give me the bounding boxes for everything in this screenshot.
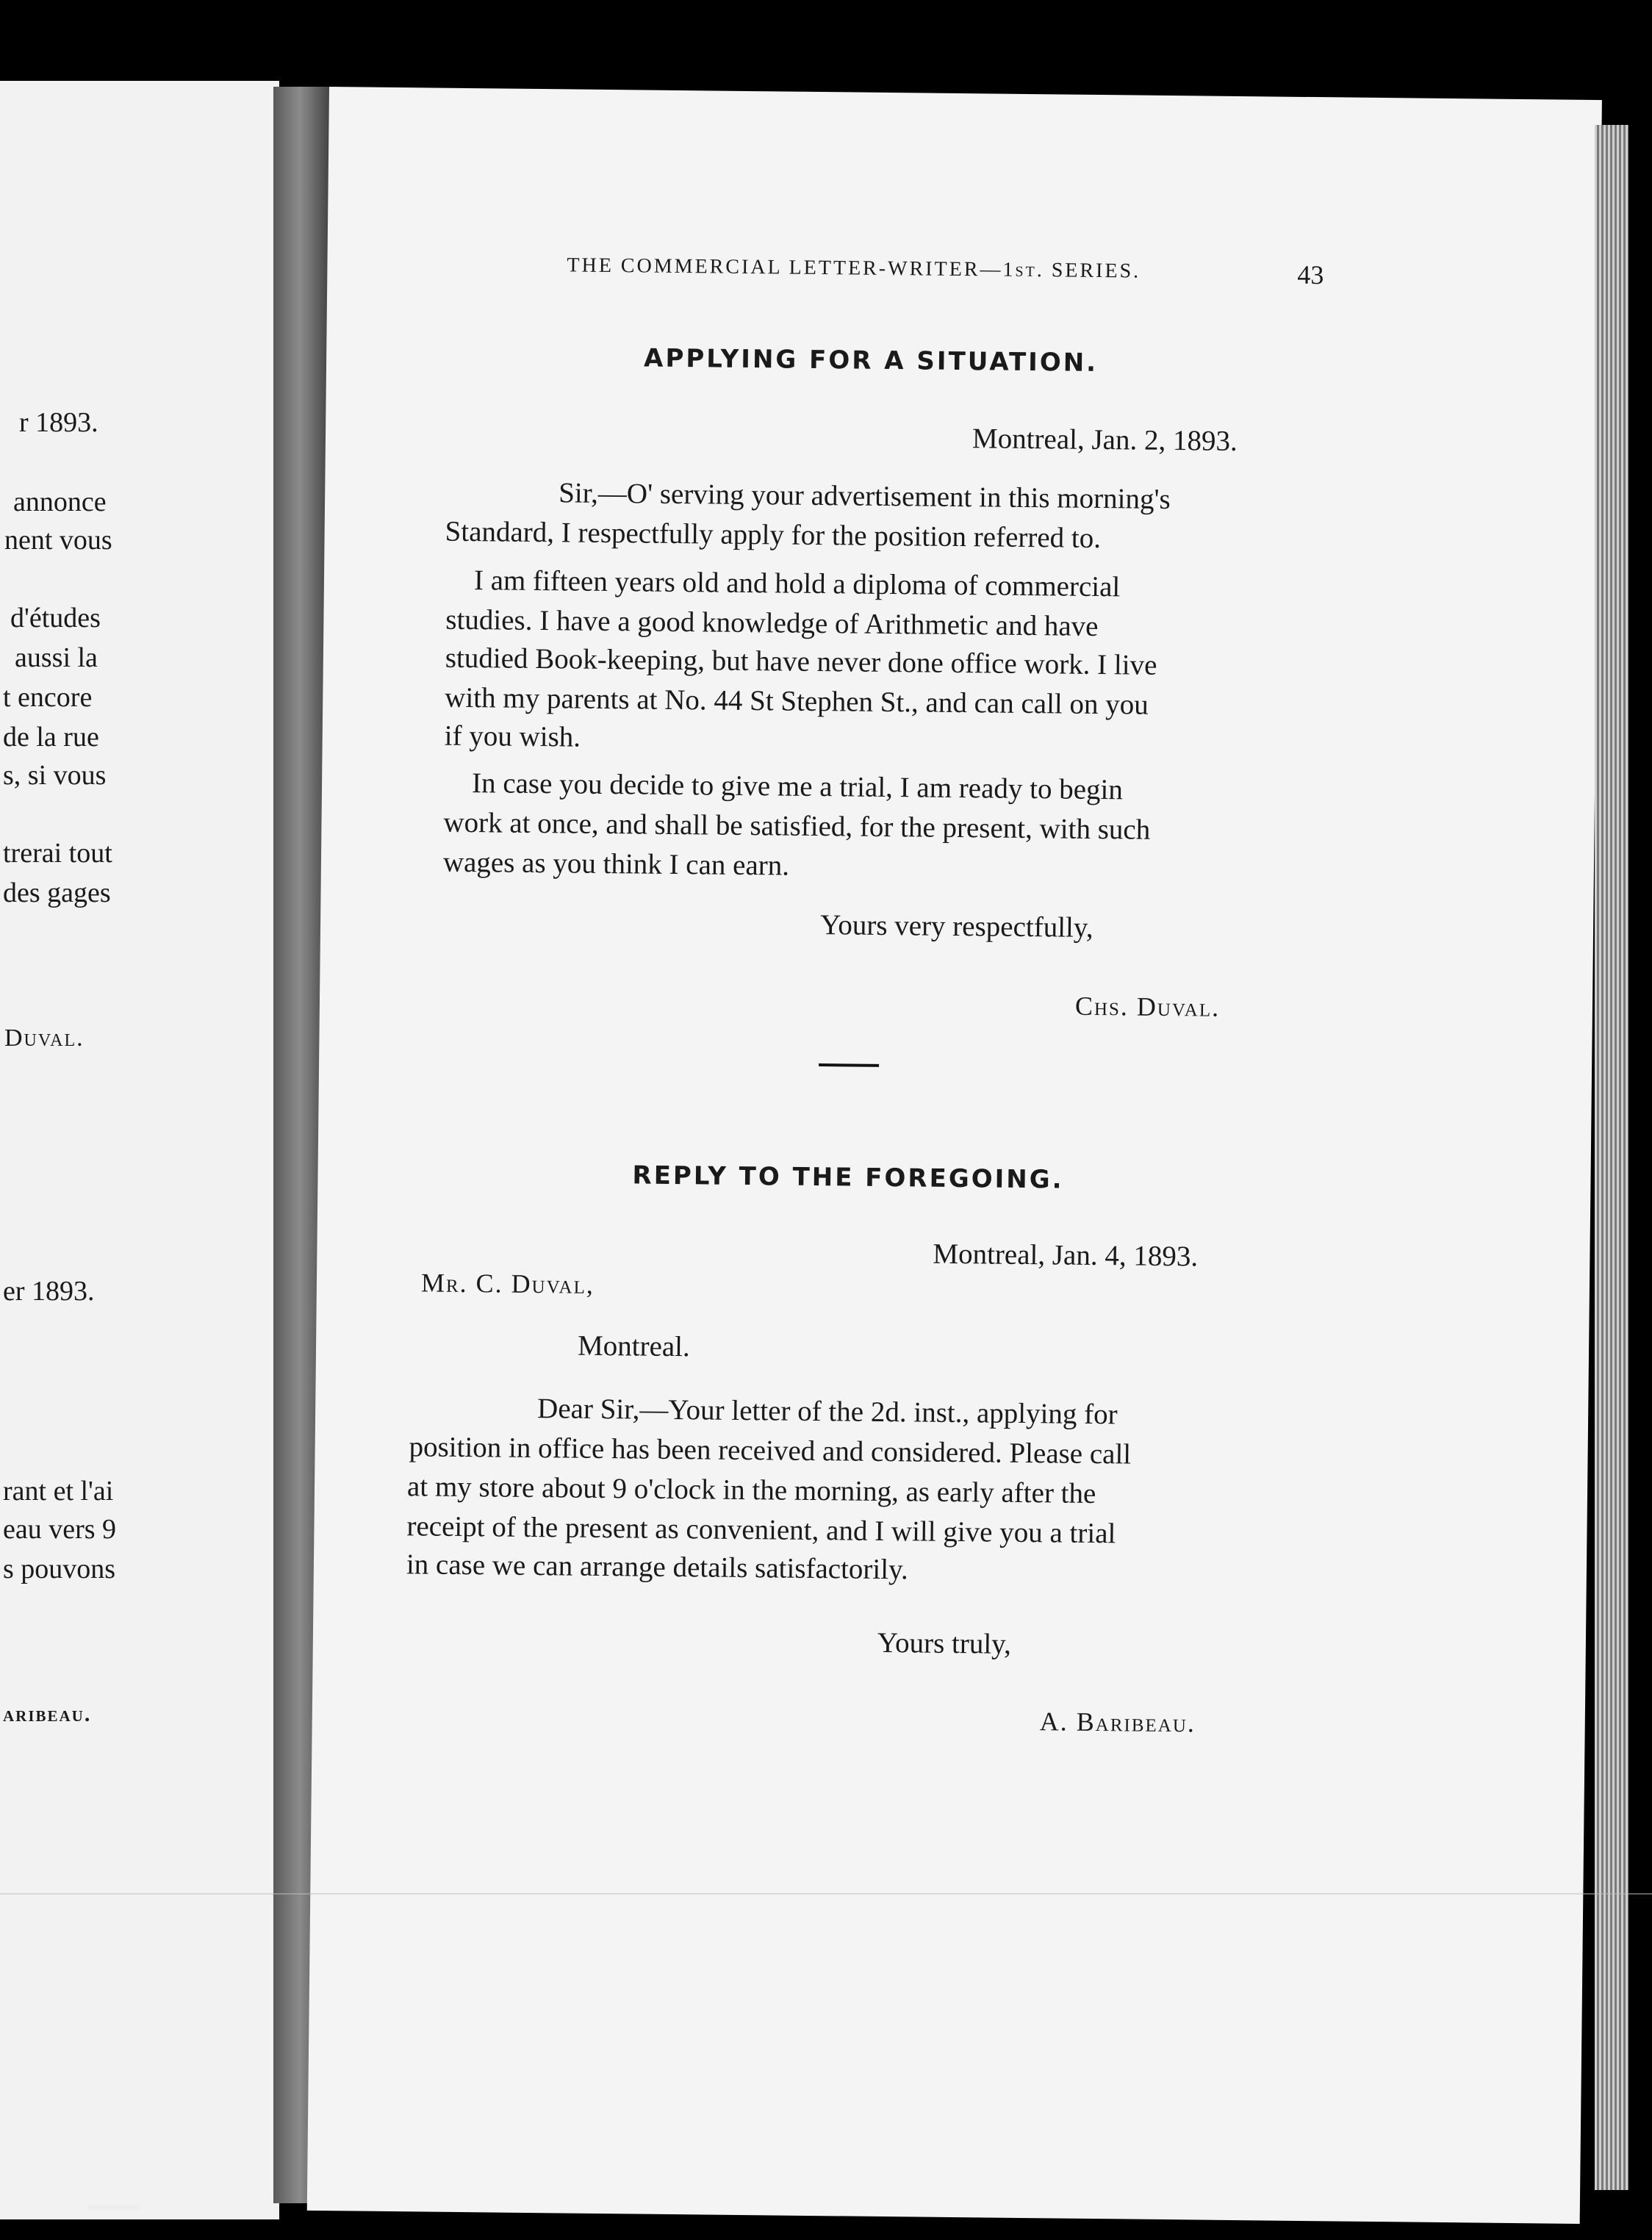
letter1-date: Montreal, Jan. 2, 1893. [972,423,1238,457]
left-line: t encore [3,682,93,713]
left-line: eau vers 9 [3,1514,117,1545]
left-line: trerai tout [3,838,112,869]
left-line: er 1893. [3,1276,95,1307]
letter2-line: at my store about 9 o'clock in the morning, as early after the [406,1471,1096,1510]
letter2-line: receipt of the present as convenient, and I will give you a trial [406,1510,1116,1550]
letter2-heading: REPLY TO THE FOREGOING. [632,1160,1064,1195]
letter2-city: Montreal. [577,1329,691,1363]
left-line: Duval. [4,1024,85,1052]
left-line: aussi la [15,642,98,673]
letter1-heading: APPLYING FOR A SITUATION. [643,343,1099,378]
running-head: THE COMMERCIAL LETTER-WRITER—1st. SERIES. [567,254,1141,283]
letter1-line: In case you decide to give me a trial, I am ready to begin [471,767,1124,806]
left-line: nent vous [4,525,112,556]
section-divider [819,1063,879,1067]
left-line: de la rue [3,722,99,753]
left-line: rant et l'ai [3,1476,114,1507]
left-line: annonce [13,487,107,517]
letter2-closing: Yours truly, [877,1626,1012,1660]
letter1-line: with my parents at No. 44 St Stephen St., and can call on you [445,681,1149,721]
letter2-date: Montreal, Jan. 4, 1893. [933,1238,1199,1273]
left-line: s, si vous [3,760,107,791]
left-line: aribeau. [3,1702,92,1726]
letter2-line: position in office has been received and considered. Please call [409,1431,1132,1471]
letter1-signature: Chs. Duval. [1074,991,1221,1022]
left-line: d'études [10,603,101,633]
letter2-line: in case we can arrange details satisfactorily. [406,1548,909,1586]
letter1-closing: Yours very respectfully, [819,909,1093,944]
letter1-line: Sir,—O' serving your advertisement in this morning's [559,477,1171,516]
right-page [307,87,1602,2224]
letter1-line: work at once, and shall be satisfied, for the present, with such [443,806,1151,846]
page-number: 43 [1297,259,1324,290]
letter2-addressee: Mr. C. Duval, [420,1268,595,1299]
page-edges [1595,125,1628,2190]
letter1-line: if you wish. [444,719,581,753]
left-page [0,81,279,2219]
left-line: des gages [3,877,111,908]
letter1-line: studies. I have a good knowledge of Arithmetic and have [445,603,1099,642]
left-line: s pouvons [3,1554,116,1584]
letter1-line: Standard, I respectfully apply for the position referred to. [445,515,1102,555]
letter1-line: wages as you think I can earn. [442,846,790,882]
left-line: r 1893. [19,407,98,438]
letter1-line: I am fifteen years old and hold a diploma of commercial [473,564,1121,603]
letter1-line: studied Book-keeping, but have never done office work. I live [445,642,1157,681]
letter2-signature: A. Baribeau. [1039,1706,1196,1738]
letter2-line: Dear Sir,—Your letter of the 2d. inst., applying for [536,1393,1118,1431]
